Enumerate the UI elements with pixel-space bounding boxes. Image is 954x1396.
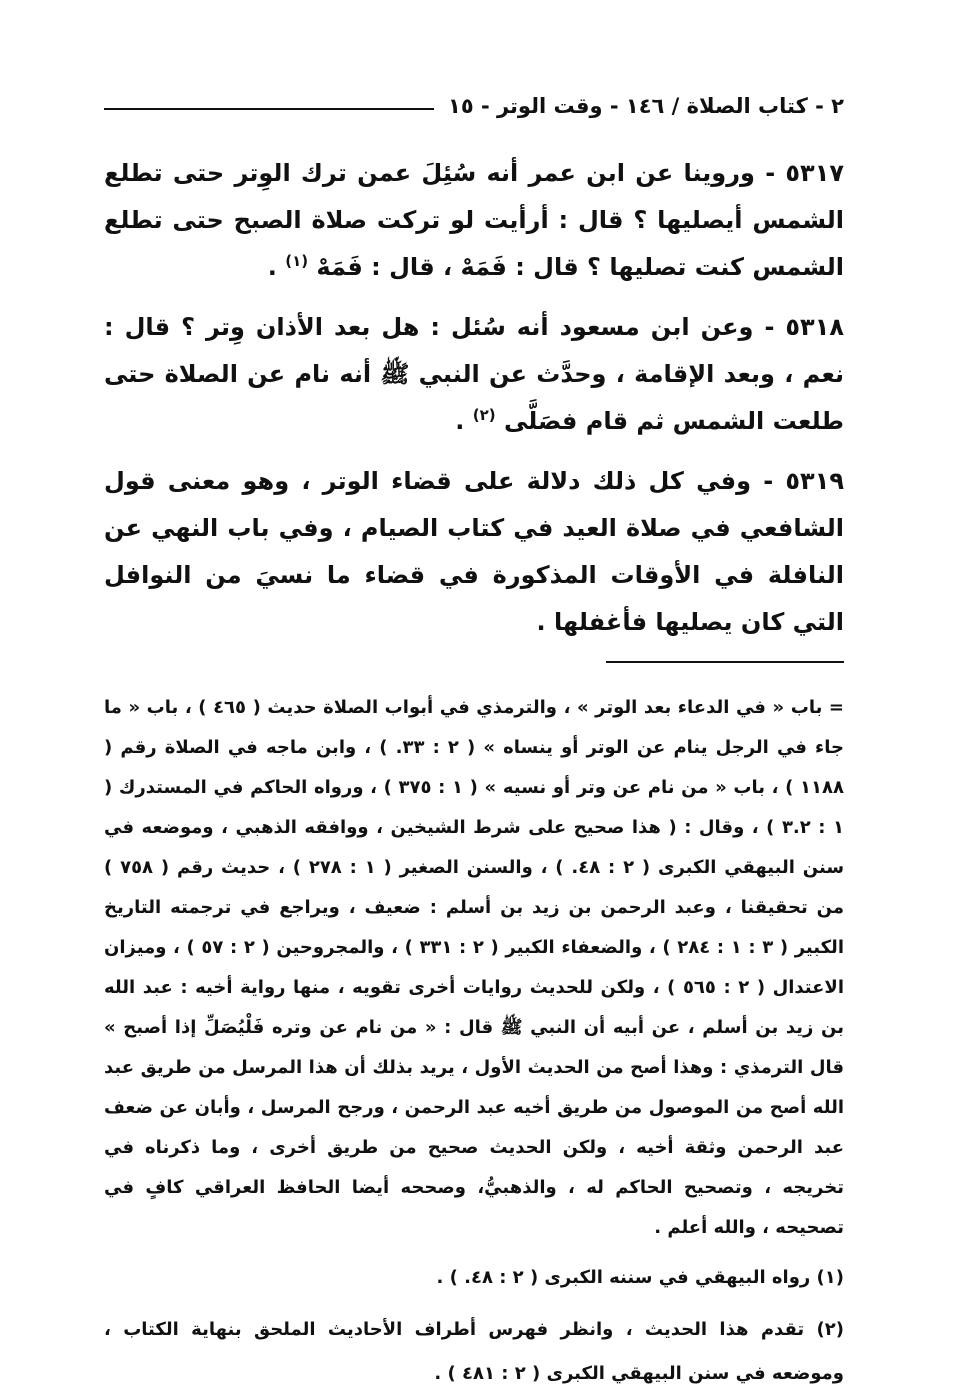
paragraph-end: .	[267, 253, 286, 281]
hadith-number: ٥٣١٨	[785, 313, 844, 341]
paragraph-end: .	[455, 407, 473, 435]
hadith-number: ٥٣١٩	[785, 467, 844, 495]
footnotes	[104, 688, 844, 1396]
footnote-continuation: = باب « في الدعاء بعد الوتر » ، والترمذي في أبواب الصلاة حديث ( ٤٦٥ ) ، باب « ما جاء في الرجل ينام عن الوتر أو ينساه » ( ٢ : ٣٣. ) ، وابن ماجه في الصلاة رقم ( ١١٨٨ ) ، باب « من نام عن وتر أو نسيه » ( ١ : ٣٧٥ ) ، ورواه الحاكم في المستدرك ( ١ : ٣.٢ ) ، وقال : ( هذا صحيح على شرط الشيخين ، ووافقه الذهبي ، وموضعه في سنن البيهقي الكبرى ( ٢ : ٤٨. ) ، والسنن الصغير ( ١ : ٢٧٨ ) ، حديث رقم ( ٧٥٨ ) من تحقيقنا ، وعبد الرحمن بن زيد بن أسلم : ضعيف ، ويراجع في ترجمته التاريخ الكبير ( ٣ : ١ : ٢٨٤ ) ، والضعفاء الكبير ( ٢ : ٣٣١ ) ، والمجروحين ( ٢ : ٥٧ ) ، وميزان الاعتدال ( ٢ : ٥٦٥ ) ، ولكن للحديث روايات أخرى تقويه ، منها رواية أخيه : عبد الله بن زيد بن أسلم ، عن أبيه أن النبي ﷺ قال : « من نام عن وتره فَلْيُصَلِّ إذا أصبح » قال الترمذي : وهذا أصح من الحديث الأول ، يريد بذلك أن هذا المرسل من طريق عبد الله أصح من الموصول من طريق أخيه عبد الرحمن ، ورجح المرسل ، وأبان عن ضعف عبد الرحمن وثقة أخيه ، ولكن الحديث صحيح من طريق أخرى ، وما ذكرناه في تخريجه ، وتصحيح الحاكم له ، والذهبيُّ، وصححه أيضا الحافظ العراقي كافٍ في تصحيحه ، والله أعلم .	[104, 697, 845, 1238]
footnote-1: (١) رواه البيهقي في سننه الكبرى ( ٢ : ٤٨. ) .	[436, 1267, 844, 1288]
running-header	[104, 86, 844, 126]
paragraph	[104, 150, 844, 291]
paragraph	[104, 458, 844, 646]
footnote-reference[interactable]: (٢)	[472, 406, 496, 424]
header-rule	[104, 108, 434, 110]
paragraph-text: - وروينا عن ابن عمر أنه سُئِلَ عمن ترك الوِتر حتى تطلع الشمس أيصليها ؟ قال : أرأيت لو تركت صلاة الصبح حتى تطلع الشمس كنت تصليها ؟ قال : فَمَهْ ، قال : فَمَهْ	[104, 159, 844, 281]
header-title: ٢ - كتاب الصلاة / ١٤٦ - وقت الوتر - ١٥	[448, 94, 844, 118]
main-text	[104, 150, 844, 659]
paragraph-text: - وفي كل ذلك دلالة على قضاء الوتر ، وهو معنى قول الشافعي في صلاة العيد في كتاب الصيام ، وفي باب النهي عن النافلة في الأوقات المذكورة في قضاء ما نسيَ من النوافل التي كان يصليها فأغفلها .	[104, 467, 844, 636]
paragraph-text: - وعن ابن مسعود أنه سُئل : هل بعد الأذان وِتر ؟ قال : نعم ، وبعد الإقامة ، وحدَّث عن النبي ﷺ أنه نام عن الصلاة حتى طلعت الشمس ثم قام فصَلَّى	[104, 313, 844, 435]
footnote-reference[interactable]: (١)	[285, 252, 309, 270]
paragraph	[104, 304, 844, 445]
hadith-number: ٥٣١٧	[785, 159, 844, 187]
footnote-separator	[606, 661, 844, 663]
footnote-2: (٢) تقدم هذا الحديث ، وانظر فهرس أطراف الأحاديث الملحق بنهاية الكتاب ، وموضعه في سنن البيهقي الكبرى ( ٢ : ٤٨١ ) .	[104, 1319, 844, 1384]
